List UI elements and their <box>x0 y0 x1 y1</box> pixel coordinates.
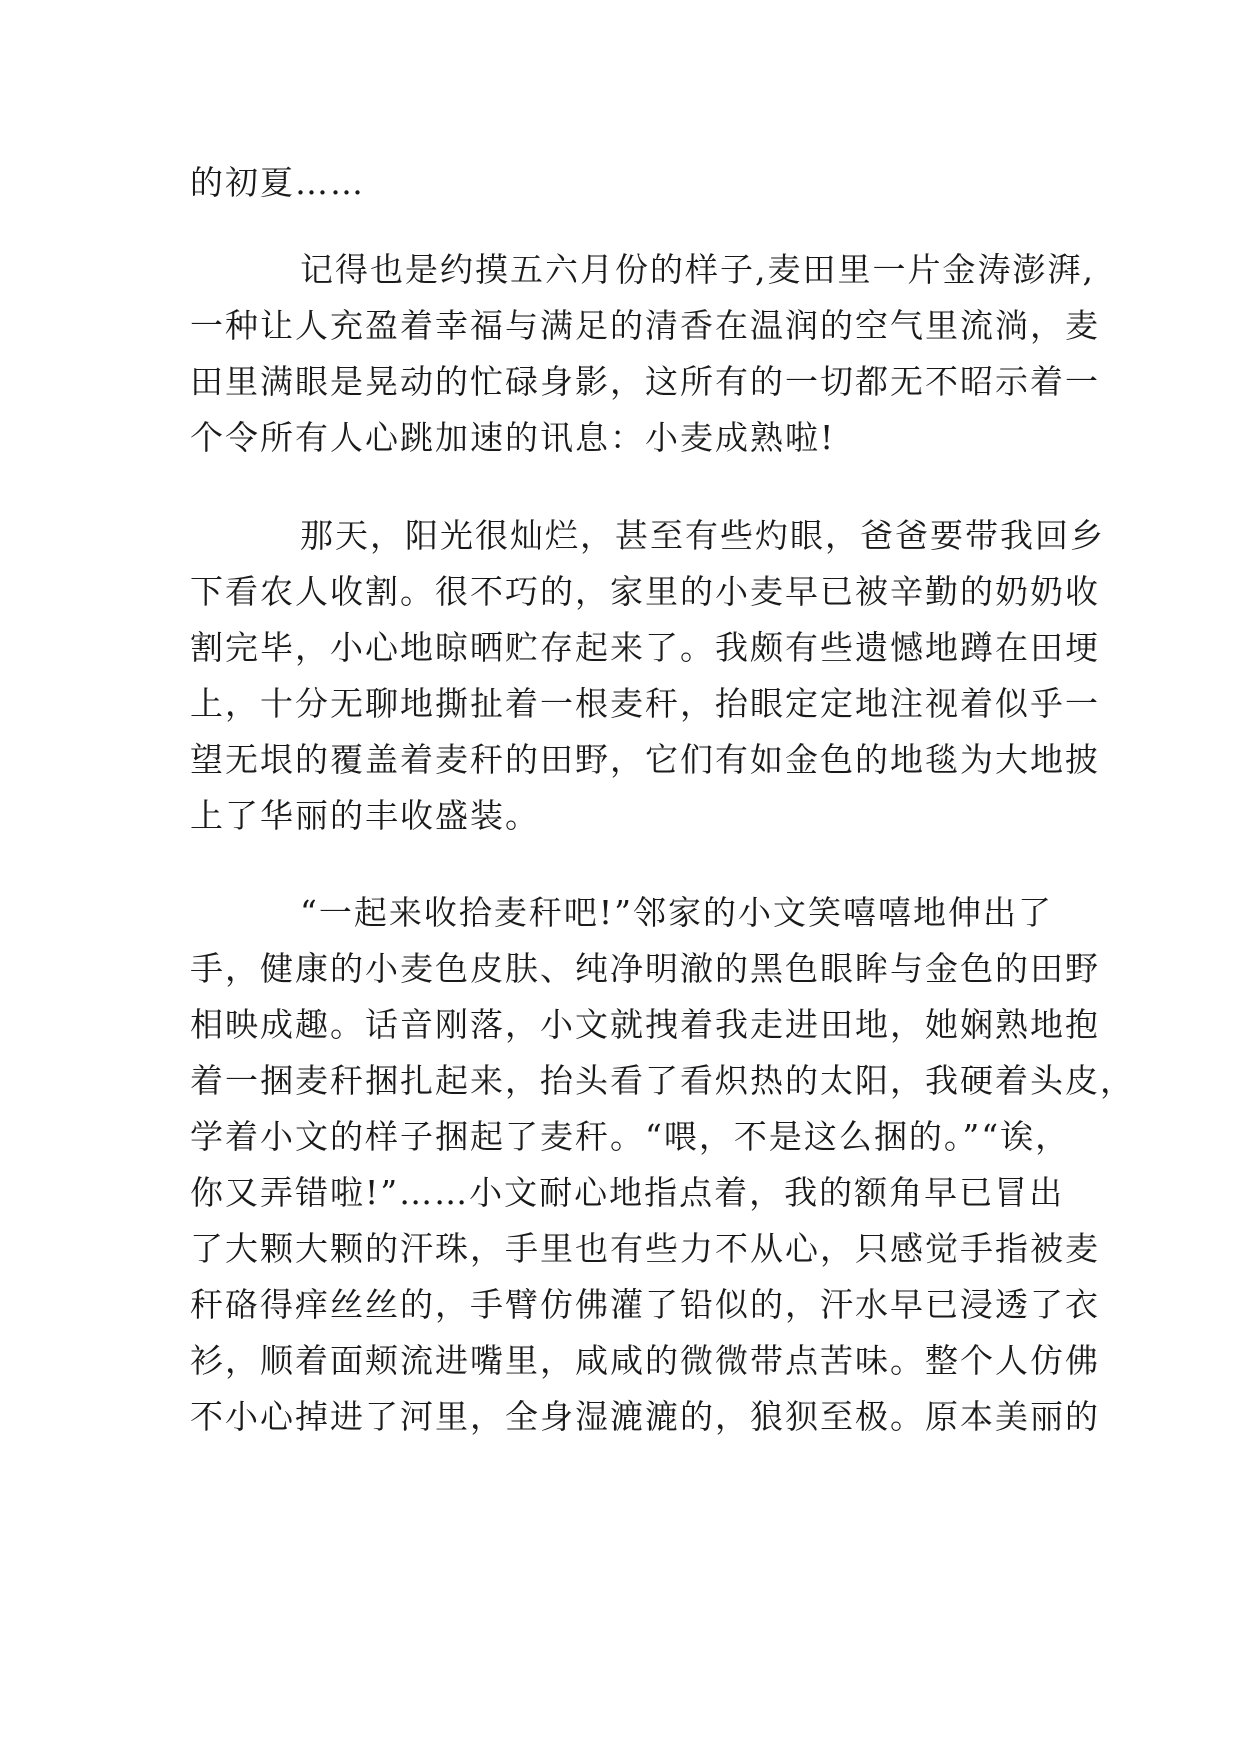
text-line: 个令所有人心跳加速的讯息：小麦成熟啦! <box>190 418 836 457</box>
text-line: 学着小文的样子捆起了麦秆。“喂，不是这么捆的。”“诶， <box>190 1117 1071 1156</box>
text-line: 一种让人充盈着幸福与满足的清香在温润的空气里流淌，麦 <box>190 306 1100 345</box>
text-line: 的初夏…… <box>190 163 365 202</box>
text-line: 衫，顺着面颊流进嘴里，咸咸的微微带点苦味。整个人仿佛 <box>190 1341 1100 1380</box>
text-line: 割完毕，小心地晾晒贮存起来了。我颇有些遗憾地蹲在田埂 <box>190 628 1100 667</box>
text-line: 下看农人收割。很不巧的，家里的小麦早已被辛勤的奶奶收 <box>190 572 1100 611</box>
text-line: 望无垠的覆盖着麦秆的田野，它们有如金色的地毯为大地披 <box>190 740 1100 779</box>
text-line: 上了华丽的丰收盛装。 <box>190 796 540 835</box>
text-line: 着一捆麦秆捆扎起来，抬头看了看炽热的太阳，我硬着头皮， <box>190 1061 1135 1100</box>
text-line: 记得也是约摸五六月份的样子,麦田里一片金涛澎湃, <box>300 250 1095 289</box>
text-line: 了大颗大颗的汗珠，手里也有些力不从心，只感觉手指被麦 <box>190 1229 1100 1268</box>
text-line: 上，十分无聊地撕扯着一根麦秆，抬眼定定地注视着似乎一 <box>190 684 1100 723</box>
text-line: “一起来收拾麦秆吧!”邻家的小文笑嘻嘻地伸出了 <box>300 893 1054 932</box>
text-line: 相映成趣。话音刚落，小文就拽着我走进田地，她娴熟地抱 <box>190 1005 1100 1044</box>
text-line: 秆硌得痒丝丝的，手臂仿佛灌了铅似的，汗水早已浸透了衣 <box>190 1285 1100 1324</box>
text-line: 那天，阳光很灿烂，甚至有些灼眼，爸爸要带我回乡 <box>300 516 1105 555</box>
text-line: 你又弄错啦!”……小文耐心地指点着，我的额角早已冒出 <box>190 1173 1065 1212</box>
text-line: 田里满眼是晃动的忙碌身影，这所有的一切都无不昭示着一 <box>190 362 1100 401</box>
text-line: 不小心掉进了河里，全身湿漉漉的，狼狈至极。原本美丽的 <box>190 1397 1100 1436</box>
text-line: 手，健康的小麦色皮肤、纯净明澈的黑色眼眸与金色的田野 <box>190 949 1100 988</box>
